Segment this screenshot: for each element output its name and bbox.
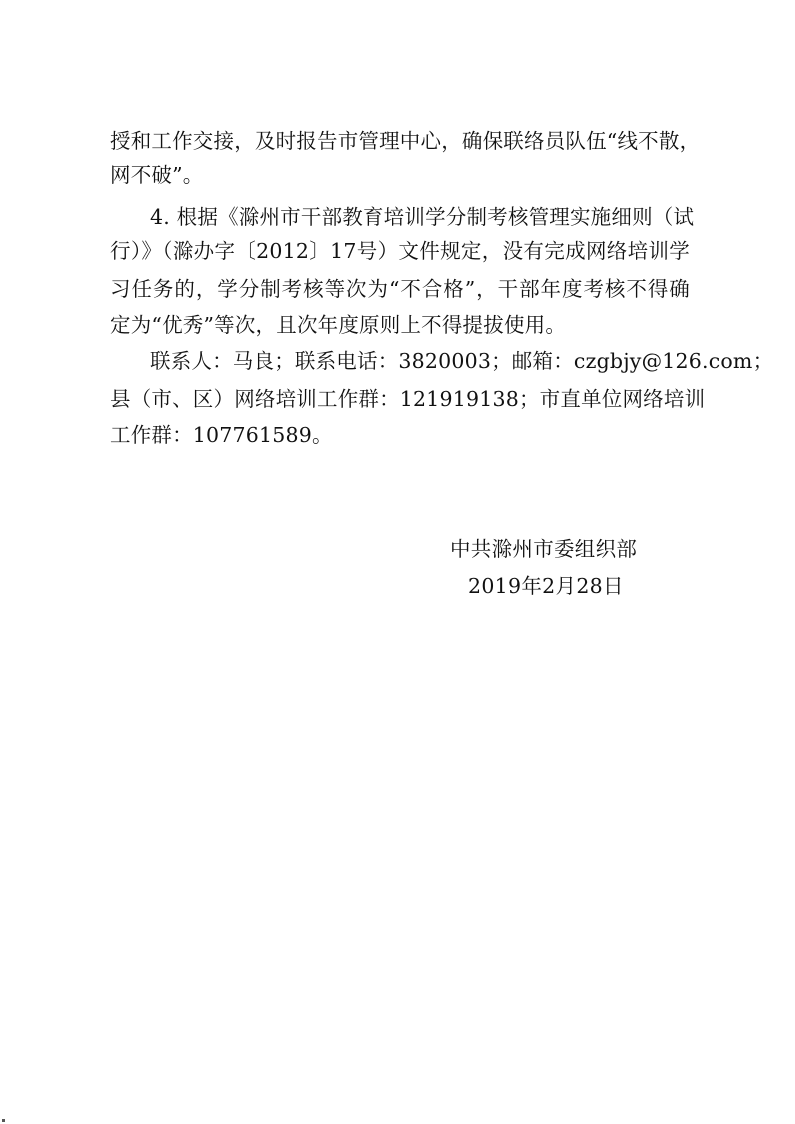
contact-line-3: 工作群：107761589。 xyxy=(110,423,333,447)
contact-line-1: 联系人：马良；联系电话：3820003；邮箱：czgbjy@126.com； xyxy=(150,349,774,373)
paragraph-line-6: 定为“优秀”等次，且次年度原则上不得提拔使用。 xyxy=(110,313,567,337)
contact-line-2: 县（市、区）网络培训工作群：121919138；市直单位网络培训 xyxy=(110,387,706,411)
signature-organization: 中共滁州市委组织部 xyxy=(450,537,638,561)
signature-date: 2019年2月28日 xyxy=(468,574,624,598)
paragraph-line-3: 4. 根据《滁州市干部教育培训学分制考核管理实施细则（试 xyxy=(150,205,695,229)
paragraph-line-5: 习任务的，学分制考核等次为“不合格”，干部年度考核不得确 xyxy=(110,277,690,301)
paragraph-line-4: 行）》（滁办字〔2012〕17号）文件规定，没有完成网络培训学 xyxy=(110,239,690,263)
paragraph-line-2: 网不破”。 xyxy=(110,163,204,187)
paragraph-line-1: 授和工作交接，及时报告市管理中心，确保联络员队伍“线不散， xyxy=(110,129,701,153)
scan-mark xyxy=(2,1119,5,1122)
